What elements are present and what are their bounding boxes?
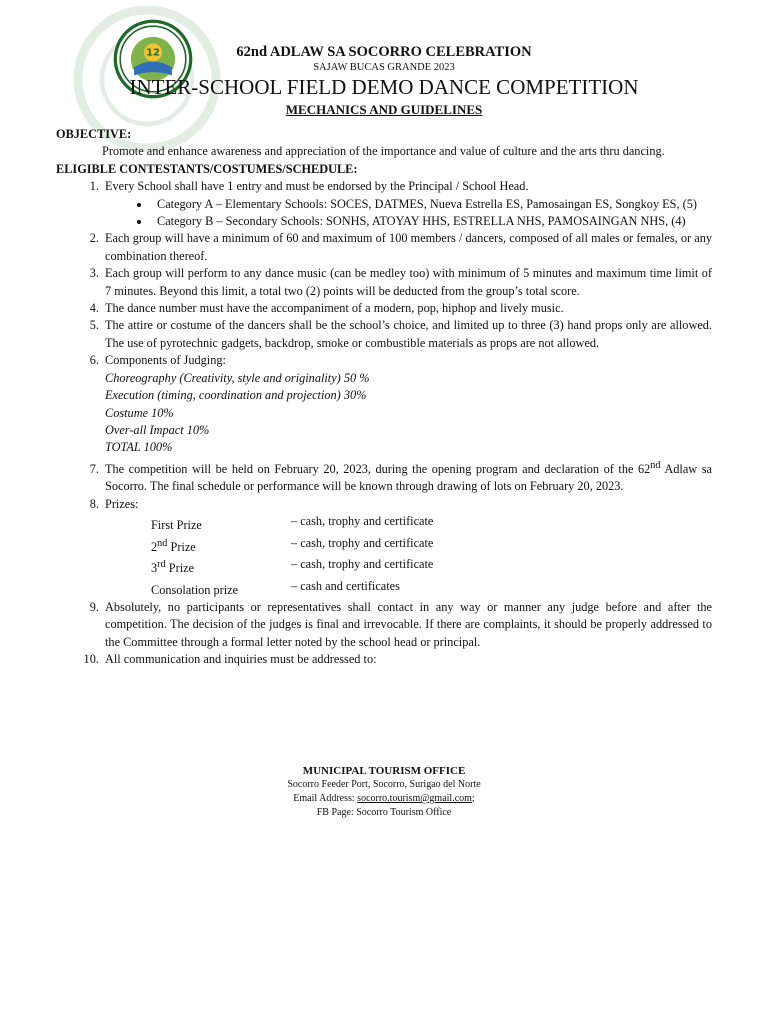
guidelines-list (56, 178, 712, 668)
celebration-title: 62nd ADLAW SA SOCORRO CELEBRATION (236, 44, 532, 60)
email-label: Email Address: (293, 793, 358, 804)
category-list (105, 196, 712, 231)
prize-award: – cash, trophy and certificate (291, 557, 434, 572)
category-b: • Category B – Secondary Schools: SONHS, ATOYAY HHS, ESTRELLA NHS, PAMOSAINGAN NHS, (4) (151, 213, 712, 230)
objective-heading: OBJECTIVE: (56, 127, 132, 141)
office-address: Socorro Feeder Port, Socorro, Surigao del Norte (287, 779, 481, 790)
item-7-text-cont: Adlaw sa Socorro. The final schedule or performance will be known through drawing of lots on February 20, 2023. (105, 461, 712, 494)
location-line: SAJAW BUCAS GRANDE 2023 (313, 62, 455, 73)
category-a: • Category A – Elementary Schools: SOCES, DATMES, Nueva Estrella ES, Pamosaingan ES, Songkoy ES, (5) (151, 196, 712, 213)
document-header (0, 44, 768, 118)
list-item (102, 178, 712, 230)
page-title: INTER-SCHOOL FIELD DEMO DANCE COMPETITION (129, 75, 639, 99)
item-7-sup: nd (650, 459, 661, 471)
judging-criterion: Execution (timing, coordination and projection) 30% (105, 388, 367, 403)
list-item: 3. Each group will perform to any dance music (can be medley too) with minimum of 5 minutes and maximum time limit of 7 minutes. Beyond this limit, a total two (2) points will be deducted from the group’s total score. (102, 265, 712, 300)
item-7-text: The competition will be held on February 20, 2023, during the opening program and declaration of the 62 (105, 461, 651, 476)
email-line: Email Address: socorro.tourism@gmail.com; (293, 793, 475, 804)
list-item: 5. The attire or costume of the dancers shall be the school’s choice, and limited up to three (3) hand props only are allowed. The use of pyrotechnic gadgets, backdrop, smoke or combustible materials as props are not allowed. (102, 317, 712, 352)
list-item (102, 496, 712, 599)
prizes-table (151, 513, 712, 599)
document-body (56, 126, 712, 669)
eligible-heading: ELIGIBLE CONTESTANTS/COSTUMES/SCHEDULE: (56, 161, 358, 176)
email-link[interactable]: socorro.tourism@gmail.com (357, 793, 472, 804)
prize-award: – cash, trophy and certificate (291, 514, 434, 529)
seal-number: 12 (146, 47, 160, 59)
judging-criterion: Costume 10% (105, 405, 174, 420)
prize-name: 3rd Prize (151, 559, 195, 576)
list-item (102, 457, 712, 496)
prize-name: First Prize (151, 518, 202, 533)
contact-footer (0, 764, 768, 820)
page-subtitle: MECHANICS AND GUIDELINES (285, 102, 483, 117)
objective-text: Promote and enhance awareness and appreciation of the importance and value of culture and the arts thru dancing. (102, 144, 665, 159)
item-6-text: Components of Judging: (105, 353, 226, 368)
judging-criterion: Choreography (Creativity, style and originality) 50 % (105, 370, 370, 385)
prize-name: 2nd Prize (151, 537, 196, 554)
list-item: 9. Absolutely, no participants or representatives shall contact in any way or manner any judge before and after the competition. The decision of the judges is final and irrevocable. If there are complaints, it should be properly addressed to the Committee through a formal letter noted by the school head or principal. (102, 599, 712, 651)
prize-award: – cash and certificates (291, 578, 400, 593)
list-item: 2. Each group will have a minimum of 60 and maximum of 100 members / dancers, composed of all males or females, or any combination thereof. (102, 230, 712, 265)
prize-name: Consolation prize (151, 582, 239, 597)
list-item (102, 352, 712, 456)
judging-total: TOTAL 100% (105, 440, 173, 455)
item-1-text: Every School shall have 1 entry and must be endorsed by the Principal / School Head. (105, 179, 529, 194)
fb-page: FB Page: Socorro Tourism Office (316, 807, 452, 818)
office-name: MUNICIPAL TOURISM OFFICE (302, 765, 466, 777)
item-8-text: Prizes: (105, 496, 139, 511)
judging-criterion: Over-all Impact 10% (105, 422, 210, 437)
list-item: 10. All communication and inquiries must be addressed to: (102, 651, 712, 668)
prize-award: – cash, trophy and certificate (291, 535, 434, 550)
list-item: 4. The dance number must have the accompaniment of a modern, pop, hiphop and lively music. (102, 300, 712, 317)
